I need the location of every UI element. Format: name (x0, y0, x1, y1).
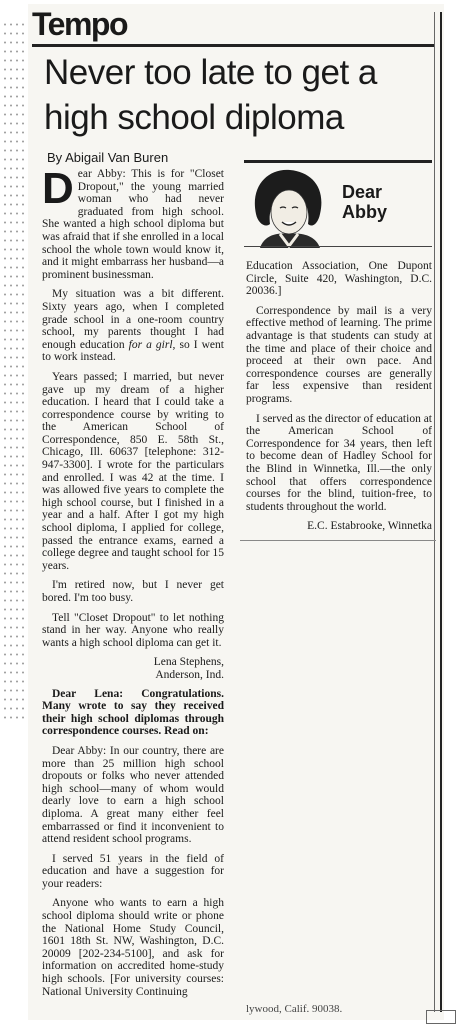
column-end-rule (240, 540, 436, 541)
masthead-rule (32, 44, 434, 47)
byline: By Abigail Van Buren (47, 150, 169, 165)
para-2-text: My situation was a bit different. Sixty years ago, when I completed grade school in a one-room country school, my parents thought I had enough education (42, 288, 224, 351)
abby-reply: Dear Lena: Congratulations. Many wrote to say they received their high school diplomas through correspondence courses. Read on: (42, 687, 224, 738)
letter-1-para-4: I'm retired now, but I never get bored. I'm too busy. (42, 579, 224, 604)
corner-mark (426, 1010, 456, 1024)
logo-title: Dear Abby (342, 182, 387, 222)
logo-bottom-rule (244, 246, 432, 247)
headline: Never too late to get a high school diploma (44, 53, 377, 137)
letter-2-para-3: Anyone who wants to earn a high school diploma should write or phone the National Home Study Council, 1601 18th St. NW, Washington, D.C. 20009 [202-234-5100], and ask for information on accredited home-study high schools. [For university courses: National University Continuing (42, 897, 224, 998)
column-right (246, 260, 432, 540)
abby-portrait-icon (246, 166, 332, 248)
letter-1-intro-text: ear Abby: This is for "Closet Dropout," the young married woman who had never graduated from high school. She wanted a high school diploma but was afraid that if she enrolled in a local school the whole town would know it, and it might embarrass her husband—a prominent businessman. (42, 168, 224, 281)
column-left (42, 164, 224, 1005)
letter-1-para-5: Tell "Closet Dropout" to let nothing stand in her way. Anyone who really wants a high school diploma can get it. (42, 611, 224, 649)
border-rule (440, 12, 442, 1012)
letter-2-para-1: Dear Abby: In our country, there are more than 25 million high school dropouts or folks who never attended high school—many of whom would dearly love to earn a high school diploma. A great many either feel embarrassed or find it inconvenient to attend resident school programs. (42, 744, 224, 846)
dear-abby-logo (244, 160, 432, 248)
letter-2-para-5: Correspondence by mail is a very effective method of learning. The prime advantage is that students can study at the time and place of their choice and proceed at their own pace. And correspondence courses are generally far less expensive than resident programs. (246, 304, 432, 405)
signature-1 (42, 656, 224, 681)
letter-1-para-3: Years passed; I married, but never gave up my dream of a higher education. I heard that I could take a correspondence course by writing to the American School of Correspondence, 850 E. 58th St., Chicago, Ill. 60637 [telephone: 312-947-3300]. I wrote for the particulars and enrolled. I was 42 at the time. I was allowed five years to complete the high school course, but I finished in a year and a half. After I got my high school diploma, I applied for college, passed the entrance exams, earned a college degree and taught school for 15 years. (42, 370, 224, 572)
letter-2-para-6: I served as the director of education at the American School of Correspondence for 34 years, then left to become dean of Hadley School for the Blind in Winnetka, Ill.—the only school that offers correspondence courses for the blind, tuition-free, to students throughout the world. (246, 412, 432, 513)
logo-top-rule (244, 160, 432, 163)
letter-1-para-2 (42, 288, 224, 364)
signature-1-name: Lena Stephens, (153, 656, 224, 669)
letter-2-para-2: I served 51 years in the field of education and have a suggestion for your readers: (42, 852, 224, 890)
para-2-end: so I went to work instead. (42, 338, 224, 364)
perforated-edge (2, 20, 24, 720)
drop-cap: D (42, 164, 74, 213)
signature-1-place: Anderson, Ind. (155, 668, 224, 681)
section-masthead: Tempo (32, 6, 128, 42)
letter-1-intro (42, 164, 224, 281)
column-rule (434, 12, 435, 1012)
signature-2: E.C. Estabrooke, Winnetka (307, 520, 432, 533)
cutoff-text: lywood, Calif. 90038. (246, 1003, 343, 1015)
letter-2-para-4: Education Association, One Dupont Circle, Suite 420, Washington, D.C. 20036.] (246, 260, 432, 298)
para-2-italic: for a girl, (128, 338, 176, 351)
